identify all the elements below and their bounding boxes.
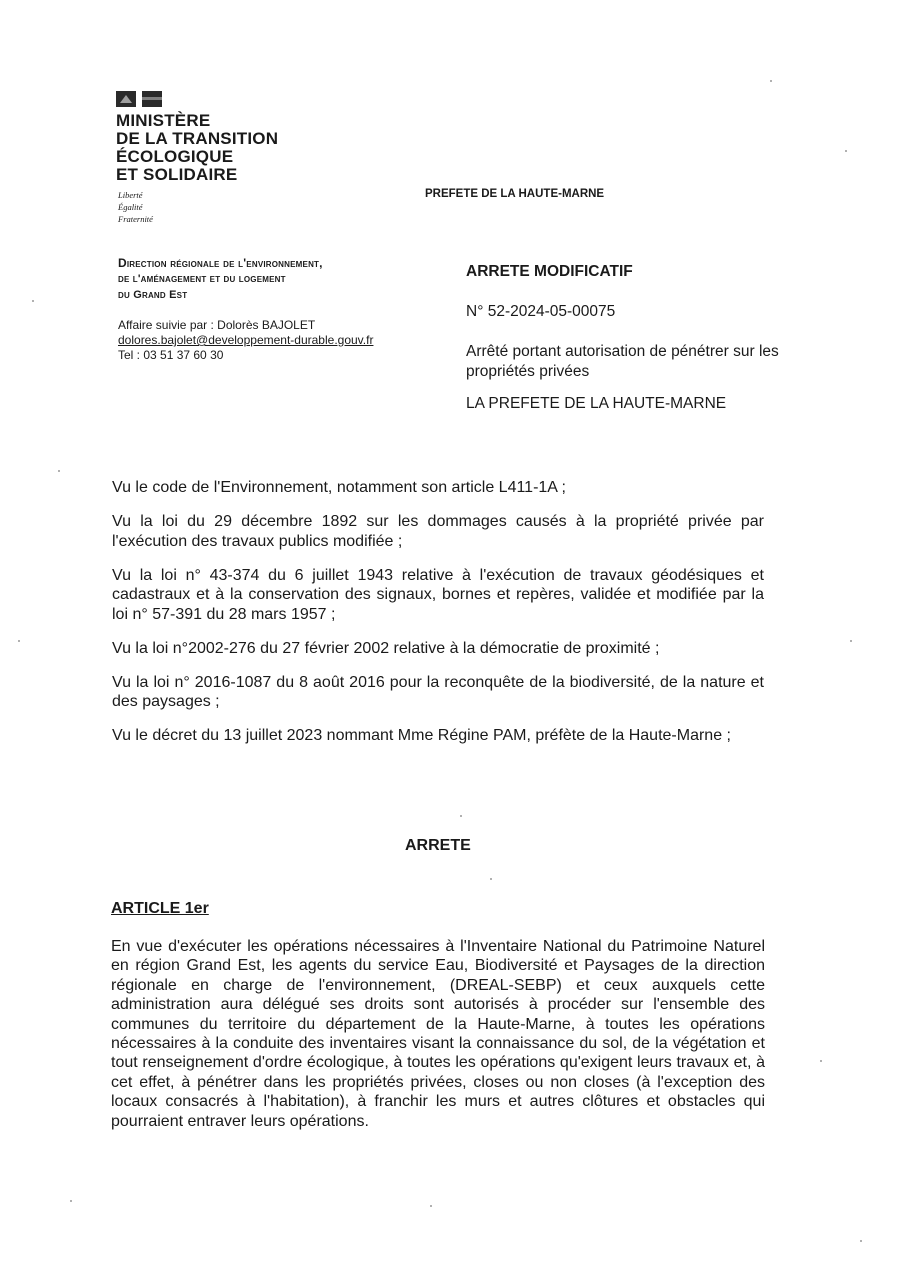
decision-subject: Arrêté portant autorisation de pénétrer sur les propriétés privées xyxy=(466,343,779,380)
visa-item: Vu la loi du 29 décembre 1892 sur les dommages causés à la propriété privée par l'exécution des travaux publics modifiée ; xyxy=(112,513,764,550)
scan-speck xyxy=(58,470,60,472)
direction-line: Direction régionale de l'environnement, xyxy=(118,256,323,270)
motto-line: Liberté xyxy=(118,190,143,200)
visa-item: Vu le code de l'Environnement, notamment son article L411-1A ; xyxy=(112,479,566,496)
scan-speck xyxy=(430,1205,432,1207)
prefecture-header: PREFETE DE LA HAUTE-MARNE xyxy=(425,188,605,200)
decision-number: N° 52-2024-05-00075 xyxy=(466,303,616,320)
visa-item: Vu la loi n° 2016-1087 du 8 août 2016 pour la reconquête de la biodiversité, de la nature et des paysages ; xyxy=(112,673,764,710)
contact-email[interactable]: dolores.bajolet@developpement-durable.gouv.fr xyxy=(118,333,374,347)
motto-line: Égalité xyxy=(118,202,143,212)
ministry-line: ET SOLIDAIRE xyxy=(116,165,238,184)
visa-item: Vu la loi n° 43-374 du 6 juillet 1943 relative à l'exécution de travaux géodésiques et cadastraux et à la conservation des signaux, bornes et repères, validée et modifiée par la loi n° 57-391 du 28 mars 1957 ; xyxy=(112,566,764,623)
arrete-heading: ARRETE xyxy=(405,837,471,854)
scan-speck xyxy=(820,1060,822,1062)
scan-speck xyxy=(490,878,492,880)
direction-line: du Grand Est xyxy=(118,289,188,301)
issuing-direction xyxy=(118,255,323,303)
visa-item: Vu le décret du 13 juillet 2023 nommant Mme Régine PAM, préfète de la Haute-Marne ; xyxy=(112,727,731,744)
scan-speck xyxy=(860,1240,862,1242)
direction-line: de l'aménagement et du logement xyxy=(118,273,286,285)
motto-line: Fraternité xyxy=(118,214,153,224)
visa-item: Vu la loi n°2002-276 du 27 février 2002 relative à la démocratie de proximité ; xyxy=(112,639,660,657)
decision-block xyxy=(466,262,806,414)
decision-authority: LA PREFETE DE LA HAUTE-MARNE xyxy=(466,395,727,412)
ministry-line: MINISTÈRE xyxy=(116,111,211,130)
article-1-title: ARTICLE 1er xyxy=(111,900,209,917)
scan-speck xyxy=(770,80,772,82)
republic-motto xyxy=(118,189,153,225)
scan-speck xyxy=(32,300,34,302)
scan-speck xyxy=(70,1200,72,1202)
contact-block xyxy=(118,318,373,363)
visas-list xyxy=(112,478,764,760)
contact-person: Affaire suivie par : Dolorès BAJOLET xyxy=(118,318,316,332)
ministry-line: DE LA TRANSITION xyxy=(116,129,279,148)
article-1-body: En vue d'exécuter les opérations nécessaires à l'Inventaire National du Patrimoine Naturel en région Grand Est, les agents du service Eau, Biodiversité et Paysages de la direction régionale en charge de l'environnement, (DREAL-SEBP) et ceux auxquels cette administration aura délégué ses droits sont autorisés à procéder sur l'ensemble des communes du territoire du département de la Haute-Marne, à toutes les opérations nécessaires à la conduite des inventaires visant la connaissance du sol, de la végétation et tout renseignement d'ordre écologique, à toutes les opérations qu'exigent leurs travaux et, à cet effet, à pénétrer dans les propriétés privées, closes ou non closes (à l'exception des locaux consacrés à l'habitation), à franchir les murs et autres clôtures et obstacles qui pourraient entraver leurs opérations. xyxy=(111,938,765,1130)
marianne-icon xyxy=(116,91,162,107)
decision-title: ARRETE MODIFICATIF xyxy=(466,263,633,280)
scan-speck xyxy=(850,640,852,642)
ministry-line: ÉCOLOGIQUE xyxy=(116,147,234,166)
ministry-name xyxy=(116,112,278,184)
scan-speck xyxy=(845,150,847,152)
scan-speck xyxy=(460,815,462,817)
contact-phone: Tel : 03 51 37 60 30 xyxy=(118,348,224,362)
scan-speck xyxy=(18,640,20,642)
